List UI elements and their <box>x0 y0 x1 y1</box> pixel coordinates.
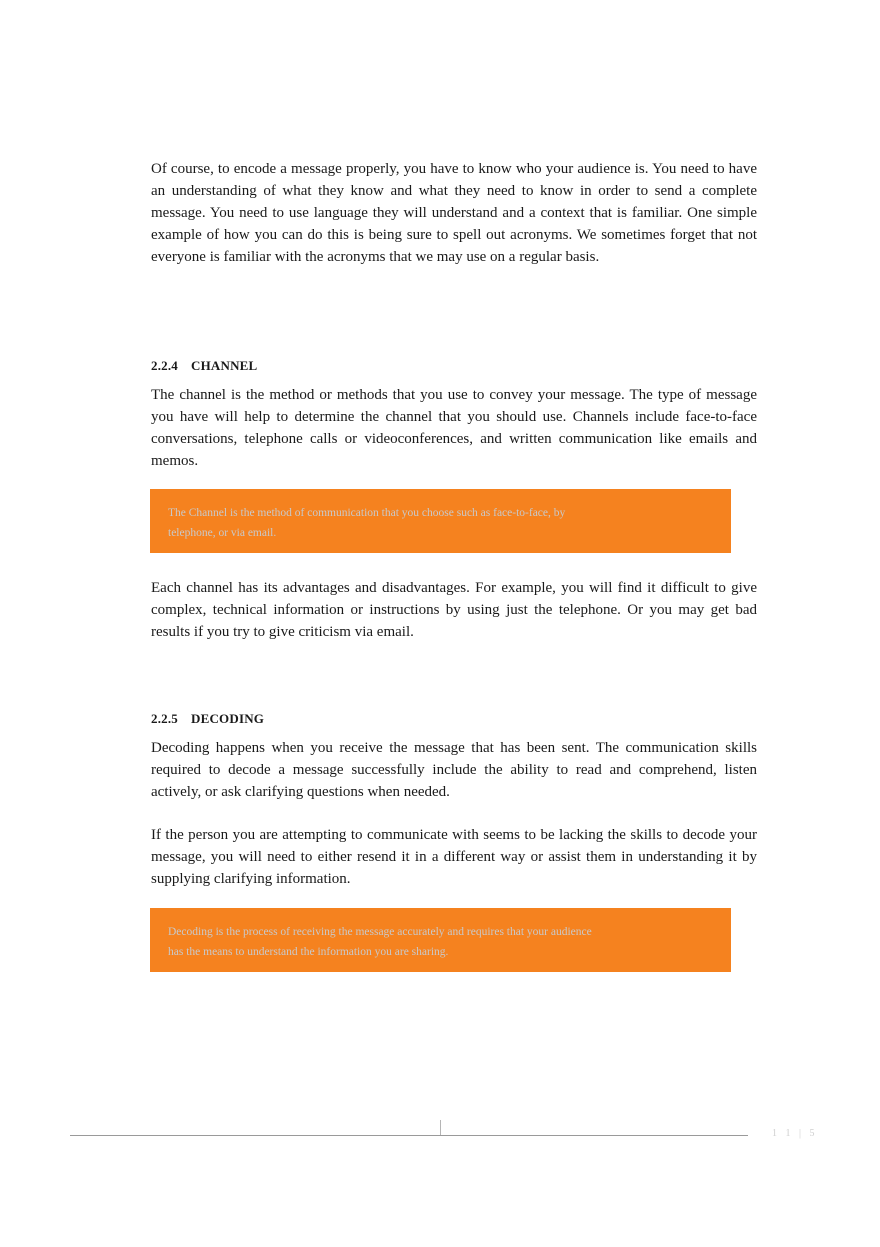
channel-section-number: 2.2.4 <box>151 358 178 373</box>
channel-heading <box>151 358 257 374</box>
decoding-callout-line-1: Decoding is the process of receiving the message accurately and requires that your audience <box>168 926 592 938</box>
channel-section-title: CHANNEL <box>191 358 258 373</box>
decoding-callout-line-2: has the means to understand the information you are sharing. <box>168 946 449 958</box>
channel-callout-line-2: telephone, or via email. <box>168 527 277 539</box>
channel-paragraph-1: The channel is the method or methods that you use to convey your message. The type of message you have will help to determine the channel that you should use. Channels include face-to-face conversations, telephone calls or videoconferences, and written communication like emails and memos. <box>151 387 757 469</box>
decoding-paragraph-2: If the person you are attempting to communicate with seems to be lacking the skills to decode your message, you will need to either resend it in a different way or assist them in understanding it by supplying clarifying information. <box>151 827 757 887</box>
channel-paragraph-2: Each channel has its advantages and disadvantages. For example, you will find it difficult to give complex, technical information or instructions by using just the telephone. Or you may get bad results if you try to give criticism via email. <box>151 580 757 640</box>
channel-callout-line-1: The Channel is the method of communication that you choose such as face-to-face, by <box>168 507 566 519</box>
decoding-section-number: 2.2.5 <box>151 711 178 726</box>
footer-page-number: 1 1 | 5 <box>772 1128 818 1139</box>
decoding-paragraph-1: Decoding happens when you receive the message that has been sent. The communication skills required to decode a message successfully include the ability to read and comprehend, listen actively, or ask clarifying questions when needed. <box>151 740 757 800</box>
decoding-heading <box>151 711 264 727</box>
intro-paragraph: Of course, to encode a message properly, you have to know who your audience is. You need to have an understanding of what they know and what they need to know in order to send a complete message. You need to use language they will understand and a context that is familiar. One simple example of how you can do this is being sure to spell out acronyms. We sometimes forget that not everyone is familiar with the acronyms that we may use on a regular basis. <box>151 161 757 265</box>
decoding-callout-box <box>150 908 731 972</box>
footer-divider-tick <box>440 1120 441 1135</box>
footer-rule-left <box>70 1135 440 1136</box>
footer-rule-right <box>440 1135 748 1136</box>
decoding-section-title: DECODING <box>191 711 265 726</box>
channel-callout-box <box>150 489 731 553</box>
